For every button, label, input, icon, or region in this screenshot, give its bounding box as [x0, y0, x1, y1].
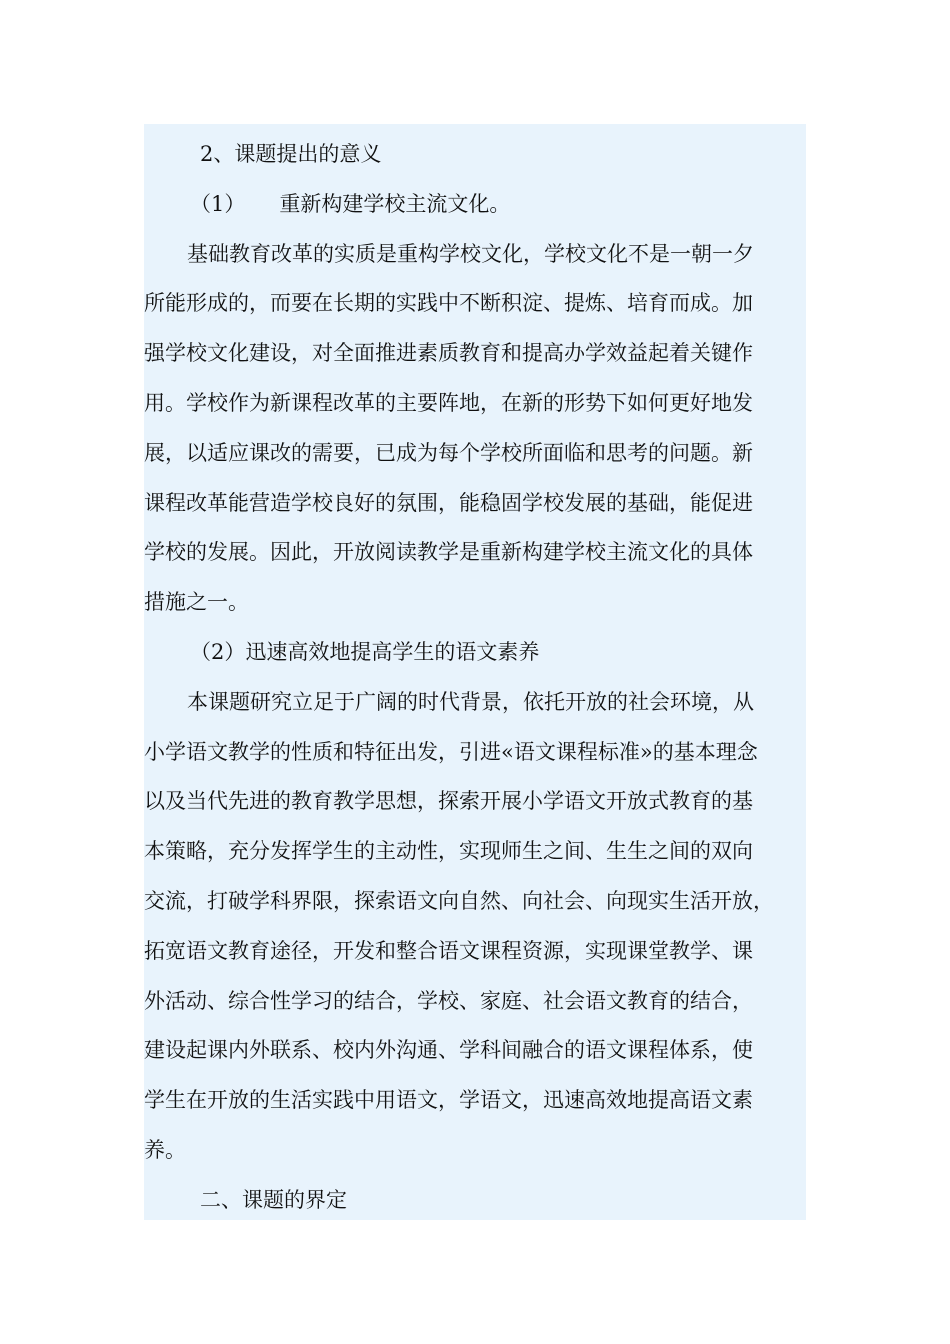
paragraph-line: 外活动、综合性学习的结合，学校、家庭、社会语文教育的结合， [144, 988, 753, 1013]
document-text-block [144, 124, 806, 1220]
subsection-heading-1 [144, 180, 806, 230]
subsection-heading-2: （2）迅速高效地提高学生的语文素养 [190, 639, 540, 664]
subsection-number: （1） [190, 191, 246, 216]
paragraph-line: 所能形成的，而要在长期的实践中不断积淀、提炼、培育而成。加 [144, 291, 753, 316]
paragraph-line: 小学语文教学的性质和特征出发，引进«语文课程标准»的基本理念 [144, 739, 758, 764]
subsection-title: 重新构建学校主流文化。 [279, 191, 511, 216]
paragraph-line: 本课题研究立足于广阔的时代背景，依托开放的社会环境，从 [187, 689, 754, 714]
paragraph-line: 以及当代先进的教育教学思想，探索开展小学语文开放式教育的基 [144, 789, 753, 814]
paragraph-line: 养。 [144, 1137, 186, 1162]
paragraph-line: 学校的发展。因此，开放阅读教学是重新构建学校主流文化的具体 [144, 540, 753, 565]
paragraph-line: 拓宽语文教育途径，开发和整合语文课程资源，实现课堂教学、课 [144, 938, 753, 963]
paragraph-line: 建设起课内外联系、校内外沟通、学科间融合的语文课程体系，使 [144, 1038, 753, 1063]
paragraph-line: 强学校文化建设，对全面推进素质教育和提高办学效益起着关键作 [144, 341, 753, 366]
paragraph-line: 用。学校作为新课程改革的主要阵地，在新的形势下如何更好地发 [144, 390, 753, 415]
section-heading: 2、课题提出的意义 [200, 142, 382, 166]
paragraph-line: 课程改革能营造学校良好的氛围，能稳固学校发展的基础，能促进 [144, 490, 753, 515]
paragraph-line: 基础教育改革的实质是重构学校文化，学校文化不是一朝一夕 [187, 241, 754, 266]
paragraph-line: 展，以适应课改的需要，已成为每个学校所面临和思考的问题。新 [144, 440, 753, 465]
section-heading: 二、课题的界定 [200, 1187, 347, 1212]
paragraph-line: 本策略，充分发挥学生的主动性，实现师生之间、生生之间的双向 [144, 839, 753, 864]
paragraph-line: 学生在开放的生活实践中用语文，学语文，迅速高效地提高语文素 [144, 1088, 753, 1113]
paragraph-line: 交流，打破学科界限，探索语文向自然、向社会、向现实生活开放， [144, 888, 774, 913]
paragraph-line: 措施之一。 [144, 590, 249, 615]
